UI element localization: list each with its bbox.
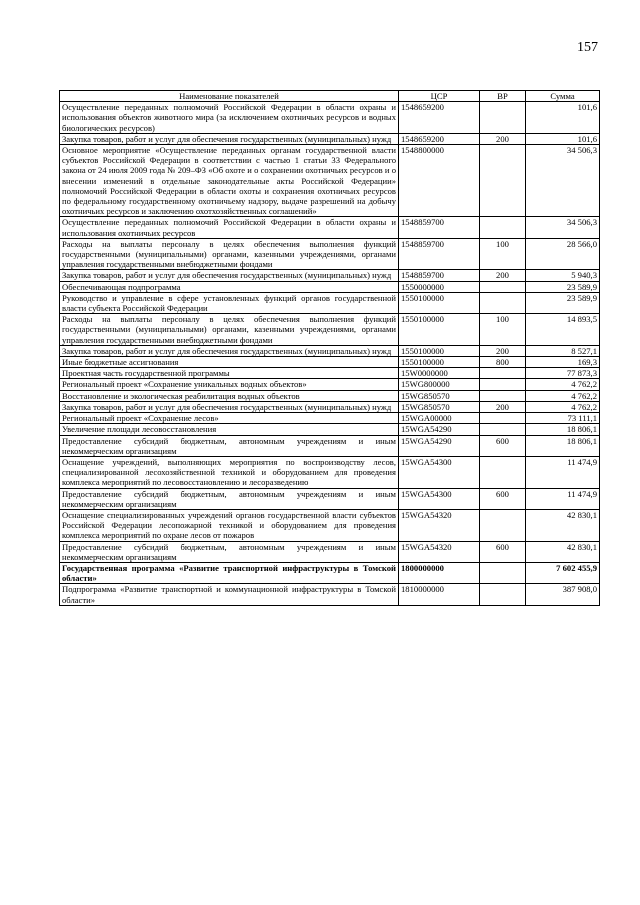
row-vr [480,413,526,424]
row-name: Государственная программа «Развитие транспортной инфраструктуры в Томской области» [60,562,399,583]
row-csr: 15W0000000 [399,368,480,379]
row-name: Обеспечивающая подпрограмма [60,281,399,292]
table-row [60,424,600,435]
row-vr: 200 [480,401,526,412]
row-name: Увеличение площади лесовосстановления [60,424,399,435]
table-row [60,456,600,488]
table-row [60,357,600,368]
row-sum: 42 830,1 [526,509,600,541]
row-name: Закупка товаров, работ и услуг для обеспечения государственных (муниципальных) нужд [60,133,399,144]
row-vr: 600 [480,435,526,456]
table-row [60,238,600,270]
row-csr: 15WGA54320 [399,541,480,562]
row-vr [480,390,526,401]
row-csr: 15WGA00000 [399,413,480,424]
row-sum: 18 806,1 [526,435,600,456]
row-csr: 15WGA54300 [399,456,480,488]
row-vr [480,102,526,134]
table-row [60,562,600,583]
row-vr: 600 [480,488,526,509]
row-vr [480,217,526,238]
row-name: Расходы на выплаты персоналу в целях обеспечения выполнения функций государственными (муниципальными) органами, казенными учреждениями, органами управления государственными внебюджетными фондами [60,314,399,346]
table-body [60,102,600,606]
table-row [60,379,600,390]
row-vr [480,509,526,541]
row-name: Иные бюджетные ассигнования [60,357,399,368]
row-sum: 11 474,9 [526,456,600,488]
table-row [60,133,600,144]
row-vr: 100 [480,238,526,270]
row-csr: 15WG800000 [399,379,480,390]
row-name: Предоставление субсидий бюджетным, автономным учреждениям и иным некоммерческим организациям [60,488,399,509]
row-csr: 15WGA54300 [399,488,480,509]
row-name: Расходы на выплаты персоналу в целях обеспечения выполнения функций государственными (муниципальными) органами, казенными учреждениями, органами управления государственными внебюджетными фондами [60,238,399,270]
row-csr: 1550100000 [399,292,480,313]
row-vr [480,281,526,292]
table-row [60,435,600,456]
row-vr [480,368,526,379]
row-csr: 1548859700 [399,270,480,281]
header-csr: ЦСР [399,91,480,102]
row-csr: 1548859700 [399,217,480,238]
row-name: Закупка товаров, работ и услуг для обеспечения государственных (муниципальных) нужд [60,270,399,281]
row-csr: 15WG850570 [399,401,480,412]
row-name: Предоставление субсидий бюджетным, автономным учреждениям и иным некоммерческим организациям [60,541,399,562]
table-row [60,102,600,134]
row-name: Закупка товаров, работ и услуг для обеспечения государственных (муниципальных) нужд [60,401,399,412]
row-name: Региональный проект «Сохранение уникальных водных объектов» [60,379,399,390]
row-sum: 11 474,9 [526,488,600,509]
header-name: Наименование показателей [60,91,399,102]
table-row [60,413,600,424]
row-vr [480,562,526,583]
row-sum: 34 506,3 [526,145,600,217]
table-row [60,217,600,238]
row-name: Проектная часть государственной программы [60,368,399,379]
row-name: Подпрограмма «Развитие транспортной и коммунационной инфраструктуры в Томской области» [60,584,399,605]
row-csr: 1810000000 [399,584,480,605]
row-vr: 200 [480,270,526,281]
row-vr: 100 [480,314,526,346]
row-csr: 1550100000 [399,345,480,356]
table-row [60,584,600,605]
table-row [60,488,600,509]
row-vr [480,379,526,390]
row-vr [480,584,526,605]
row-sum: 7 602 455,9 [526,562,600,583]
table-row [60,281,600,292]
row-sum: 8 527,1 [526,345,600,356]
row-name: Восстановление и экологическая реабилитация водных объектов [60,390,399,401]
row-name: Предоставление субсидий бюджетным, автономным учреждениям и иным некоммерческим организациям [60,435,399,456]
table-row [60,390,600,401]
row-name: Осуществление переданных полномочий Российской Федерации в области охраны и использования объектов животного мира (за исключением охотничьих ресурсов и водных биологических ресурсов) [60,102,399,134]
table-row [60,292,600,313]
row-csr: 1548659200 [399,102,480,134]
row-name: Руководство и управление в сфере установленных функций органов государственной власти субъекта Российской Федерации [60,292,399,313]
row-sum: 23 589,9 [526,281,600,292]
header-vr: ВР [480,91,526,102]
row-sum: 5 940,3 [526,270,600,281]
table-row [60,145,600,217]
row-csr: 15WG850570 [399,390,480,401]
row-csr: 1550100000 [399,357,480,368]
row-sum: 387 908,0 [526,584,600,605]
table-row [60,401,600,412]
row-csr: 15WGA54290 [399,424,480,435]
row-csr: 1550000000 [399,281,480,292]
budget-table [59,90,600,606]
row-vr: 200 [480,345,526,356]
row-sum: 77 873,3 [526,368,600,379]
row-vr: 800 [480,357,526,368]
table-row [60,270,600,281]
row-vr: 200 [480,133,526,144]
row-vr [480,424,526,435]
table-row [60,314,600,346]
row-sum: 4 762,2 [526,379,600,390]
row-name: Основное мероприятие «Осуществление переданных органам государственной власти субъектов Российской Федерации в соответствии с частью 1 статьи 33 Федерального закона от 24 июля 2009 года № 209–ФЗ «Об охоте и о сохранении охотничьих ресурсов и о внесении изменений в отдельные законодательные акты Российской Федерации» полномочий Российской Федерации в области охоты и сохранения охотничьих ресурсов по федеральному государственному охотничьему надзору, выдаче разрешений на добычу охотничьих ресурсов и заключению охотхозяйственных соглашений» [60,145,399,217]
table-row [60,541,600,562]
row-name: Закупка товаров, работ и услуг для обеспечения государственных (муниципальных) нужд [60,345,399,356]
row-name: Осуществление переданных полномочий Российской Федерации в области охраны и использования охотничьих ресурсов [60,217,399,238]
row-sum: 101,6 [526,102,600,134]
row-sum: 18 806,1 [526,424,600,435]
row-sum: 169,3 [526,357,600,368]
row-sum: 34 506,3 [526,217,600,238]
row-sum: 101,6 [526,133,600,144]
row-vr [480,456,526,488]
row-name: Региональный проект «Сохранение лесов» [60,413,399,424]
row-csr: 1550100000 [399,314,480,346]
row-sum: 42 830,1 [526,541,600,562]
row-csr: 15WGA54320 [399,509,480,541]
row-sum: 28 566,0 [526,238,600,270]
row-vr [480,145,526,217]
header-sum: Сумма [526,91,600,102]
row-csr: 1548659200 [399,133,480,144]
row-sum: 4 762,2 [526,390,600,401]
table-header-row [60,91,600,102]
row-name: Оснащение специализированных учреждений органов государственной власти субъектов Российской Федерации лесопожарной техникой и оборудованием для проведения комплекса мероприятий по охране лесов от пожаров [60,509,399,541]
row-csr: 1800000000 [399,562,480,583]
table-row [60,509,600,541]
row-vr [480,292,526,313]
table-row [60,368,600,379]
page-number: 157 [577,40,598,55]
row-vr: 600 [480,541,526,562]
row-sum: 23 589,9 [526,292,600,313]
table-row [60,345,600,356]
row-csr: 15WGA54290 [399,435,480,456]
row-name: Оснащение учреждений, выполняющих мероприятия по воспроизводству лесов, специализированной лесохозяйственной техникой и оборудованием для проведения комплекса мероприятий по лесовосстановлению и лесоразведению [60,456,399,488]
row-sum: 14 893,5 [526,314,600,346]
row-csr: 1548859700 [399,238,480,270]
row-sum: 4 762,2 [526,401,600,412]
row-csr: 1548800000 [399,145,480,217]
row-sum: 73 111,1 [526,413,600,424]
